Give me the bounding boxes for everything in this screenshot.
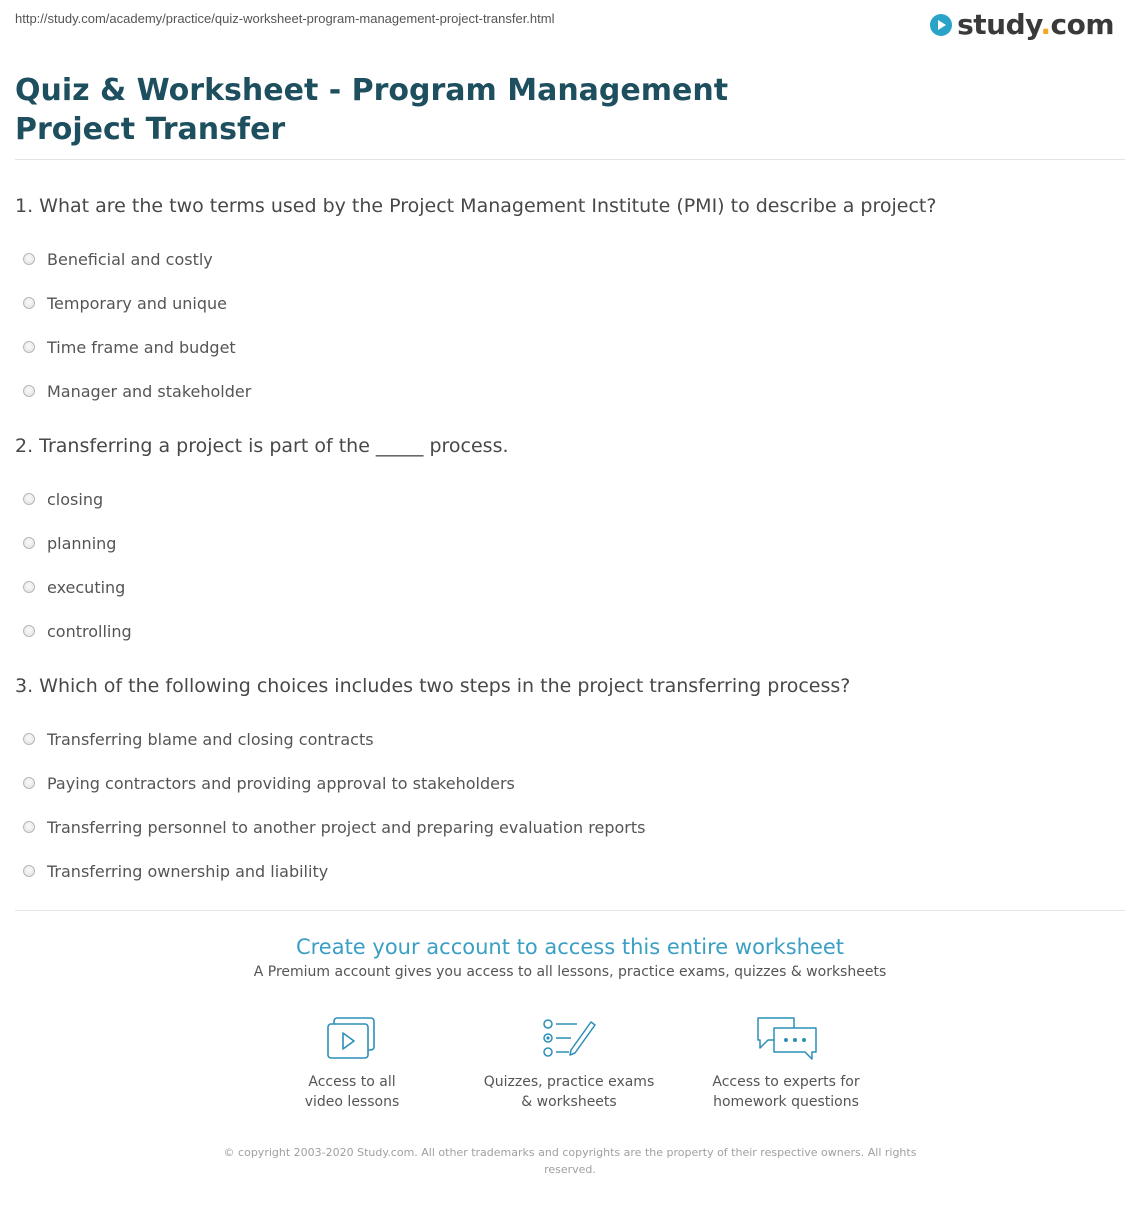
answer-option[interactable] (23, 326, 1125, 370)
radio-button[interactable] (23, 733, 35, 745)
copyright-text: © copyright 2003-2020 Study.com. All other trademarks and copyrights are the property of their respective owners. All rights reserved. (223, 1146, 917, 1176)
answer-option[interactable] (23, 478, 1125, 522)
option-label: Paying contractors and providing approval to stakeholders (47, 774, 515, 793)
cta-subtitle: A Premium account gives you access to all lessons, practice exams, quizzes & worksheets (253, 964, 887, 980)
option-label: Transferring personnel to another project and preparing evaluation reports (47, 818, 646, 837)
feature-quizzes (469, 1016, 669, 1112)
feature-label: Quizzes, practice exams & worksheets (483, 1074, 655, 1110)
feature-experts (686, 1016, 886, 1112)
radio-button[interactable] (23, 777, 35, 789)
option-label: closing (47, 490, 104, 509)
option-list (15, 478, 1125, 654)
question-3 (15, 674, 1125, 894)
radio-button[interactable] (23, 625, 35, 637)
radio-button[interactable] (23, 581, 35, 593)
radio-button[interactable] (23, 865, 35, 877)
video-lessons-icon (326, 1016, 378, 1060)
logo-text: study.com (957, 8, 1114, 41)
answer-option[interactable] (23, 566, 1125, 610)
answer-option[interactable] (23, 762, 1125, 806)
radio-button[interactable] (23, 341, 35, 353)
option-label: Temporary and unique (47, 294, 227, 313)
feature-label: Access to experts for homework questions (712, 1074, 860, 1110)
question-1 (15, 194, 1125, 414)
quiz-checklist-icon (541, 1016, 597, 1060)
question-text: 2. Transferring a project is part of the _____ process. (15, 435, 509, 457)
cta-title-link[interactable]: Create your account to access this entire worksheet (295, 935, 845, 959)
option-label: Transferring ownership and liability (47, 862, 329, 881)
signup-cta (0, 934, 1140, 980)
question-text: 3. Which of the following choices includes two steps in the project transferring process? (15, 675, 851, 697)
option-label: Time frame and budget (47, 338, 236, 357)
divider (15, 910, 1125, 911)
radio-button[interactable] (23, 493, 35, 505)
radio-button[interactable] (23, 297, 35, 309)
option-label: planning (47, 534, 117, 553)
radio-button[interactable] (23, 253, 35, 265)
radio-button[interactable] (23, 537, 35, 549)
answer-option[interactable] (23, 282, 1125, 326)
radio-button[interactable] (23, 821, 35, 833)
page-title: Quiz & Worksheet - Program Management Project Transfer (15, 73, 729, 147)
answer-option[interactable] (23, 610, 1125, 654)
option-label: Beneficial and costly (47, 250, 213, 269)
option-list (15, 718, 1125, 894)
chat-bubbles-icon (754, 1016, 818, 1060)
answer-option[interactable] (23, 718, 1125, 762)
feature-label: Access to all video lessons (304, 1074, 400, 1110)
divider (15, 159, 1125, 160)
question-text: 1. What are the two terms used by the Project Management Institute (PMI) to describe a project? (15, 195, 937, 217)
option-label: Manager and stakeholder (47, 382, 252, 401)
option-label: Transferring blame and closing contracts (47, 730, 374, 749)
answer-option[interactable] (23, 850, 1125, 894)
answer-option[interactable] (23, 370, 1125, 414)
option-label: executing (47, 578, 126, 597)
page-url: http://study.com/academy/practice/quiz-worksheet-program-management-project-transfer.html (15, 11, 555, 26)
feature-video-lessons (252, 1016, 452, 1112)
question-2 (15, 434, 1125, 654)
play-circle-icon (929, 13, 953, 37)
study-logo[interactable] (929, 8, 1114, 42)
option-label: controlling (47, 622, 132, 641)
radio-button[interactable] (23, 385, 35, 397)
option-list (15, 238, 1125, 414)
answer-option[interactable] (23, 806, 1125, 850)
answer-option[interactable] (23, 238, 1125, 282)
footer (0, 1144, 1140, 1178)
answer-option[interactable] (23, 522, 1125, 566)
